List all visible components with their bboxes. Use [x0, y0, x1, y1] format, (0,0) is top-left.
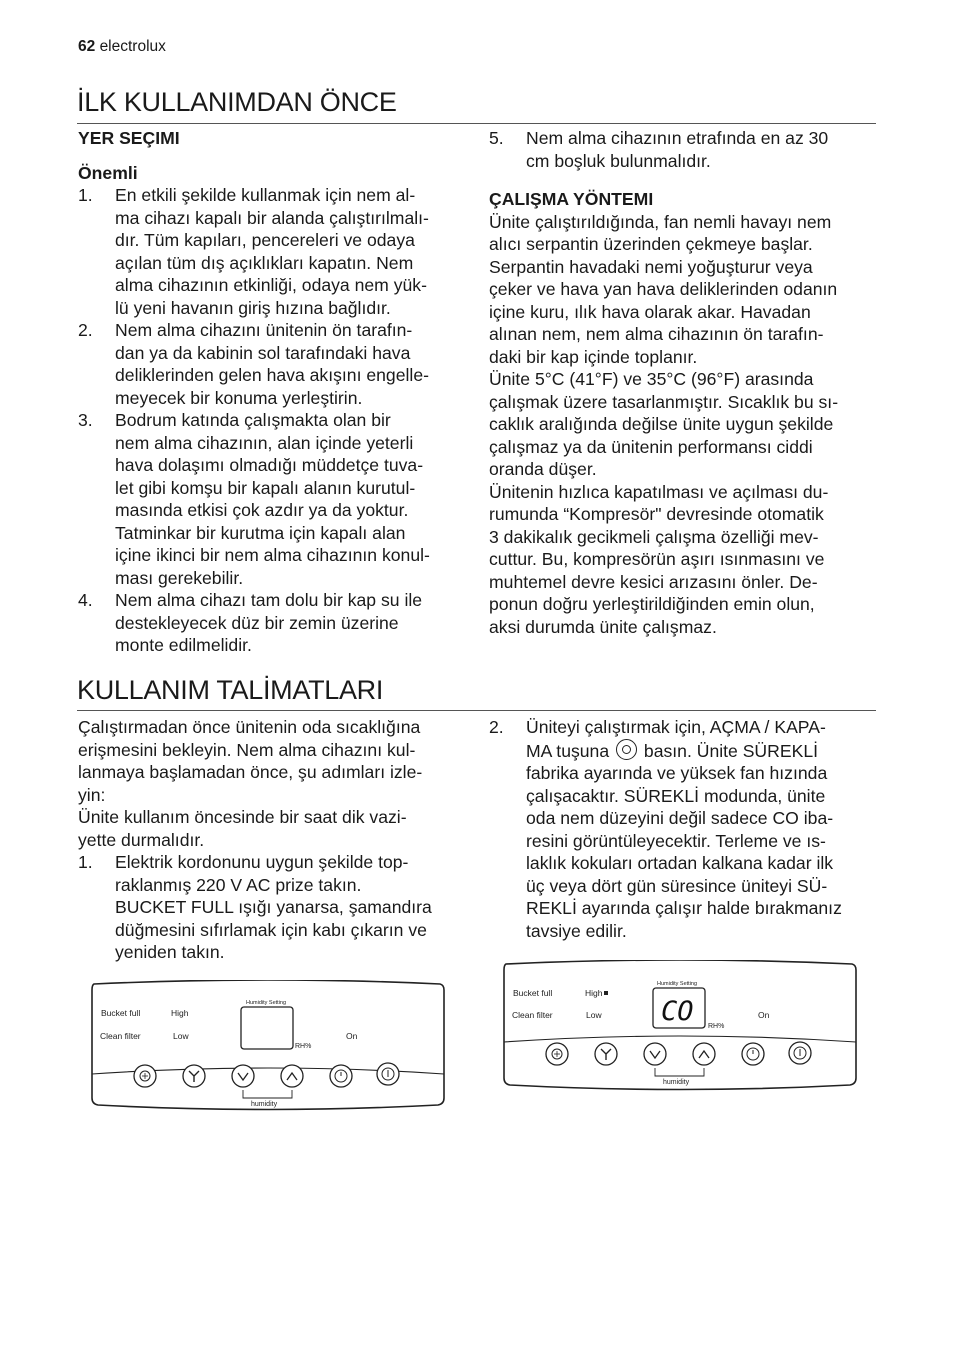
filter-button[interactable]: [134, 1065, 156, 1087]
bucket-full-label: Bucket full: [101, 1008, 141, 1018]
location-column: [78, 127, 470, 657]
location-list: [78, 184, 470, 657]
power-button[interactable]: [789, 1042, 811, 1064]
humidity-display: [241, 1007, 293, 1049]
humidity-up-button[interactable]: [693, 1043, 715, 1065]
list-item: 3. Bodrum katında çalışmakta olan bir nem alma cihazının, alan içinde yeterli hava dolaşımı olmadığı müddetçe tuva- let gibi komşu bir kapalı alanın kurutul- masında etkisi çok azdır ya da yoktur. Tatminkar bir kurutma için kapalı alan içine ikinci bir nem alma cihazının konul- ması gerekebilir.: [78, 409, 470, 589]
humidity-setting-label: Humidity Setting: [246, 1000, 287, 1006]
high-indicator-icon: [604, 991, 608, 995]
timer-button[interactable]: [330, 1065, 352, 1087]
humidity-down-button[interactable]: [232, 1065, 254, 1087]
high-label: High: [171, 1008, 189, 1018]
low-label: Low: [586, 1010, 602, 1020]
power-button[interactable]: [377, 1063, 399, 1085]
rh-label: RH%: [295, 1043, 312, 1050]
fan-button[interactable]: [595, 1043, 617, 1065]
paragraph: Ünitenin hızlıca kapatılması ve açılması du- rumunda “Kompresör" devresinde otomatik 3 dakikalık gecikmeli çalışma özelliği mev- cuttur. Bu, kompresörün aşırı ısınmasını ve muhtemel devre kesici arızasını önler. De- ponun doğru yerleştirildiğinden emin olun, aksi durumda ünite çalışmaz.: [489, 481, 829, 637]
important-heading: Önemli: [78, 162, 138, 183]
item-text: Elektrik kordonunu uygun şekilde top- raklanmış 220 V AC prize takın. BUCKET FULL ışığı yanarsa, şamandıra düğmesini sıfırlamak için kabı çıkarın ve yeniden takın.: [115, 852, 432, 962]
timer-button[interactable]: [742, 1043, 764, 1065]
paragraph: Çalıştırmadan önce ünitenin oda sıcaklığına erişmesini bekleyin. Nem alma cihazını kul- lanmaya başlamadan önce, şu adımları izle- yin:: [78, 717, 423, 805]
display-value: CO: [661, 996, 694, 1027]
page-number: 62: [78, 38, 96, 55]
section-rule: [77, 123, 876, 124]
humidity-label: humidity: [663, 1079, 690, 1086]
humidity-down-button[interactable]: [644, 1043, 666, 1065]
item-text: Nem alma cihazının etrafında en az 30 cm boşluk bulunmalıdır.: [526, 128, 829, 171]
low-label: Low: [173, 1031, 189, 1041]
on-label: On: [346, 1031, 358, 1041]
item-text: Nem alma cihazını ünitenin ön tarafın- dan ya da kabinin sol tarafındaki hava deliklerinden gelen hava akışını engelle- meyecek bir konuma yerleştirin.: [115, 320, 429, 408]
humidity-up-button[interactable]: [281, 1065, 303, 1087]
fan-button[interactable]: [183, 1065, 205, 1087]
control-panel-illustration-off: [88, 980, 448, 1112]
on-label: On: [758, 1010, 770, 1020]
list-item: 1. Elektrik kordonunu uygun şekilde top- raklanmış 220 V AC prize takın. BUCKET FULL ışığı yanarsa, şamandıra düğmesini sıfırlamak için kabı çıkarın ve yeniden takın.: [78, 851, 470, 964]
paragraph: Ünite kullanım öncesinde bir saat dik vazi- yette durmalıdır.: [78, 807, 407, 850]
page-header: [78, 38, 166, 56]
operation-text: [489, 211, 881, 639]
list-item: 2. Nem alma cihazını ünitenin ön tarafın- dan ya da kabinin sol tarafındaki hava deliklerinden gelen hava akışını engelle- meyecek bir konuma yerleştirin.: [78, 319, 470, 409]
item-text: Üniteyi çalıştırmak için, AÇMA / KAPA- MA tuşuna basın. Ünite SÜREKLİ fabrika ayarında ve yüksek fan hızında çalışacaktır. SÜREKLİ modunda, ünite oda nem düzeyini değil sadece CO iba- resini görüntüleyecektir. Terleme ve ıs- laklık kokuları ortadan kalkana kadar ilk üç veya dört gün süresince üniteyi SÜ- REKLİ ayarında çalışır halde bırakmanız tavsiye edilir.: [526, 717, 842, 941]
operation-column: [489, 127, 881, 638]
location-heading: YER SEÇIMI: [78, 128, 180, 148]
item-text: En etkili şekilde kullanmak için nem al- ma cihazı kapalı bir alanda çalıştırılmalı- dır. Tüm kapıları, pencereleri ve odaya açılan tüm dış açıklıkları kapatın. Nem alma cihazının etkinliği, odaya nem yük- lü yeni havanın giriş hızına bağlıdır.: [115, 185, 429, 318]
bucket-full-label: Bucket full: [513, 988, 553, 998]
item-text: Bodrum katında çalışmakta olan bir nem alma cihazının, alan içinde yeterli hava dolaşımı olmadığı müddetçe tuva- let gibi komşu bir kapalı alanın kurutul- masında etkisi çok azdır ya da yoktur. Tatminkar bir kurutma için kapalı alan içine ikinci bir nem alma cihazının konul- ması gerekebilir.: [115, 410, 430, 588]
instructions-left-column: [78, 716, 470, 964]
clean-filter-label: Clean filter: [512, 1010, 553, 1020]
clean-filter-label: Clean filter: [100, 1031, 141, 1041]
list-item: 2. Üniteyi çalıştırmak için, AÇMA / KAPA- MA tuşuna basın. Ünite SÜREKLİ fabrika ayarında ve yüksek fan hızında çalışacaktır. SÜREKLİ modunda, ünite oda nem düzeyini değil sadece CO iba- resini görüntüleyecektir. Terleme ve ıs- laklık kokuları ortadan kalkana kadar ilk üç veya dört gün süresince üniteyi SÜ- REKLİ ayarında çalışır halde bırakmanız tavsiye edilir.: [489, 716, 881, 942]
humidity-setting-label: Humidity Setting: [657, 981, 698, 987]
list-item: 5. Nem alma cihazının etrafında en az 30 cm boşluk bulunmalıdır.: [489, 127, 881, 172]
filter-button[interactable]: [546, 1043, 568, 1065]
brand-name: electrolux: [99, 38, 166, 55]
operation-heading: ÇALIŞMA YÖNTEMI: [489, 189, 654, 209]
section-rule: [77, 710, 876, 711]
instructions-text: [78, 716, 470, 851]
instructions-right-column: [489, 716, 881, 942]
list-item: 1. En etkili şekilde kullanmak için nem al- ma cihazı kapalı bir alanda çalıştırılmalı- dır. Tüm kapıları, pencereleri ve odaya açılan tüm dış açıklıkları kapatın. Nem alma cihazının etkinliği, odaya nem yük- lü yeni havanın giriş hızına bağlıdır.: [78, 184, 470, 319]
paragraph: Ünite çalıştırıldığında, fan nemli havayı nem alıcı serpantin üzerinden çekmeye başlar. Serpantin havadaki nemi yoğuşturur veya çeker ve hava yan hava deliklerinden odanın içine kuru, ılık hava olarak akar. Havadan alınan nem, nem alma cihazının ön tarafın- daki bir kap içinde toplanır.: [489, 211, 838, 367]
power-button-icon: [616, 739, 637, 760]
rh-label: RH%: [708, 1023, 725, 1030]
control-panel-illustration-on: [500, 960, 860, 1092]
section-title-instructions: KULLANIM TALİMATLARI: [77, 675, 384, 705]
paragraph: Ünite 5°C (41°F) ve 35°C (96°F) arasında çalışmak üzere tasarlanmıştır. Sıcaklık bu sı- caklık aralığında değilse ünite uygun şekilde çalışmaz ya da ünitenin performansı ciddi oranda düşer.: [489, 369, 839, 479]
section-title-before-first-use: İLK KULLANIMDAN ÖNCE: [77, 87, 397, 117]
high-label: High: [585, 988, 603, 998]
list-item: 4. Nem alma cihazı tam dolu bir kap su ile destekleyecek düz bir zemin üzerine monte edilmelidir.: [78, 589, 470, 657]
humidity-label: humidity: [251, 1101, 278, 1108]
item-text: Nem alma cihazı tam dolu bir kap su ile destekleyecek düz bir zemin üzerine monte edilmelidir.: [115, 590, 423, 655]
